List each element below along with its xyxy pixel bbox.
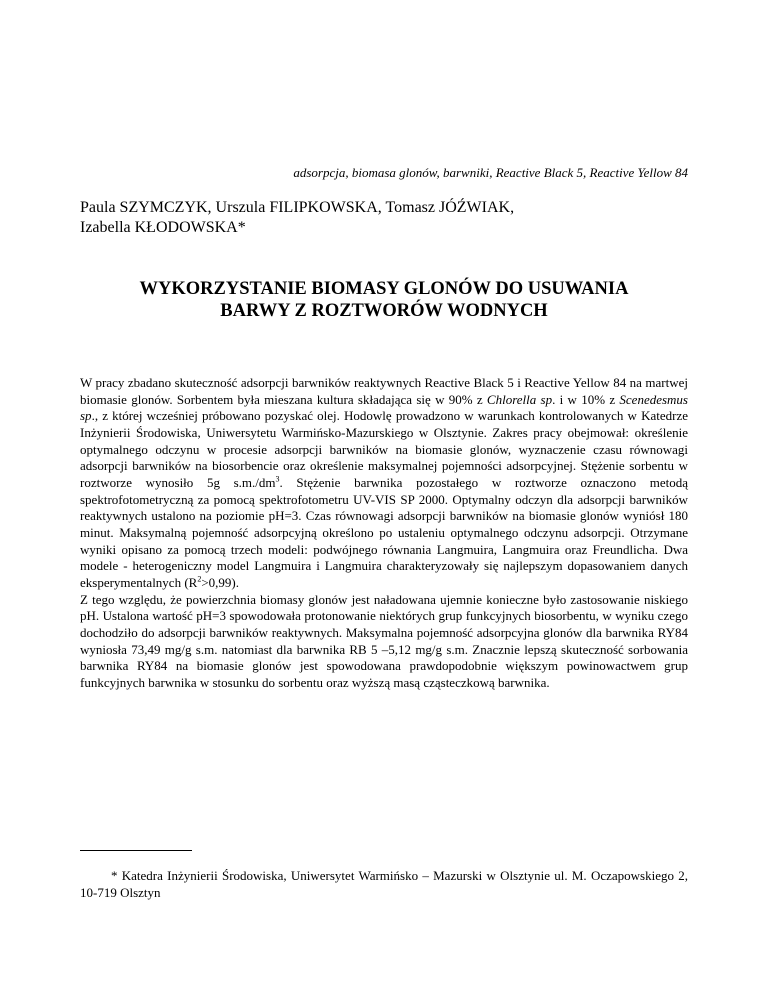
abstract-text: >0,99). <box>201 574 239 590</box>
abstract-text: W pracy zbadano skuteczność adsorpcji barwników reaktywnych Reactive Black 5 i Reactive Yellow 84 na martwej biomasie glonów. Sorbentem była mieszana kultura składająca się w 90% z <box>80 375 688 407</box>
abstract-paragraph-1 <box>80 375 688 592</box>
keywords: adsorpcja, biomasa glonów, barwniki, Reactive Black 5, Reactive Yellow 84 <box>293 165 688 180</box>
abstract <box>80 375 688 691</box>
species-name-scenedesmus: Scenedesmus sp <box>80 391 688 424</box>
abstract-paragraph-2: Z tego względu, że powierzchnia biomasy glonów jest naładowana ujemnie konieczne było zastosowanie niskiego pH. Ustalona wartość pH=3 spowodowała protonowanie niektórych grup funkcyjnych biosorbentu, w wyniku czego dochodziło do adsorpcji barwników reaktywnych. Maksymalna pojemność adsorpcyjna glonów dla barwnika RY84 wyniosła 73,49 mg/g s.m. natomiast dla barwnika RB 5 –5,12 mg/g s.m. Znacznie lepszą skuteczność sorbowania barwnika RY84 na biomasie glonów jest spowodowana prawdopodobnie większym powinowactwem grup funkcyjnych barwnika w stosunku do sorbentu oraz wyższą masą cząsteczkową barwnika. <box>80 591 688 690</box>
affiliation-footnote: * Katedra Inżynierii Środowiska, Uniwersytet Warmińsko – Mazurski w Olsztynie ul. M. Oczapowskiego 2, 10-719 Olsztyn <box>80 868 688 900</box>
authors-line-1: Paula SZYMCZYK, Urszula FILIPKOWSKA, Tomasz JÓŹWIAK, <box>80 199 515 216</box>
superscript-3: 3 <box>275 474 280 484</box>
author-list <box>80 198 648 238</box>
abstract-text: . i w 10% z <box>552 391 620 407</box>
footnote-divider <box>80 850 192 851</box>
title-line-2: BARWY Z ROZTWORÓW WODNYCH <box>220 301 548 321</box>
superscript-2: 2 <box>197 574 202 584</box>
abstract-text: . Stężenie barwnika pozostałego w roztworze oznaczono metodą spektrofotometryczną za pomocą spektrofotometru UV-VIS SP 2000. Optymalny odczyn dla adsorpcji barwników reaktywnych ustalono na poziomie pH=3. Czas równowagi adsorpcji barwników na biomasie glonów wyniósł 180 minut. Maksymalną pojemność adsorpcyjną określono po ustaleniu optymalnego odczynu adsorpcji. Otrzymane wyniki opisano za pomocą trzech modeli: podwójnego równania Langmuira, Langmuira oraz Freundlicha. Dwa modele - heterogeniczny model Langmuira i Langmuira charakteryzowały się najlepszym dopasowaniem danych eksperymentalnych (R <box>80 474 688 590</box>
title-line-1: WYKORZYSTANIE BIOMASY GLONÓW DO USUWANIA <box>139 279 629 299</box>
abstract-text: ., z której wcześniej próbowano pozyskać olej. Hodowlę prowadzono w warunkach kontrolowanych w Katedrze Inżynierii Środowiska, Uniwersytetu Warmińsko-Mazurskiego w Olsztynie. Zakres pracy obejmował: określenie optymalnego odczynu w procesie adsorpcji barwników na biomasie glonów, wyznaczenie czasu równowagi adsorpcji barwników na biosorbencie oraz określenie maksymalnej pojemności adsorpcyjnej. Stężenie sorbentu w roztworze wynosiło 5g s.m./dm <box>80 408 688 490</box>
authors-line-2: Izabella KŁODOWSKA* <box>80 219 246 236</box>
paper-title <box>80 278 688 322</box>
species-name-chlorella: Chlorella sp <box>486 391 553 407</box>
